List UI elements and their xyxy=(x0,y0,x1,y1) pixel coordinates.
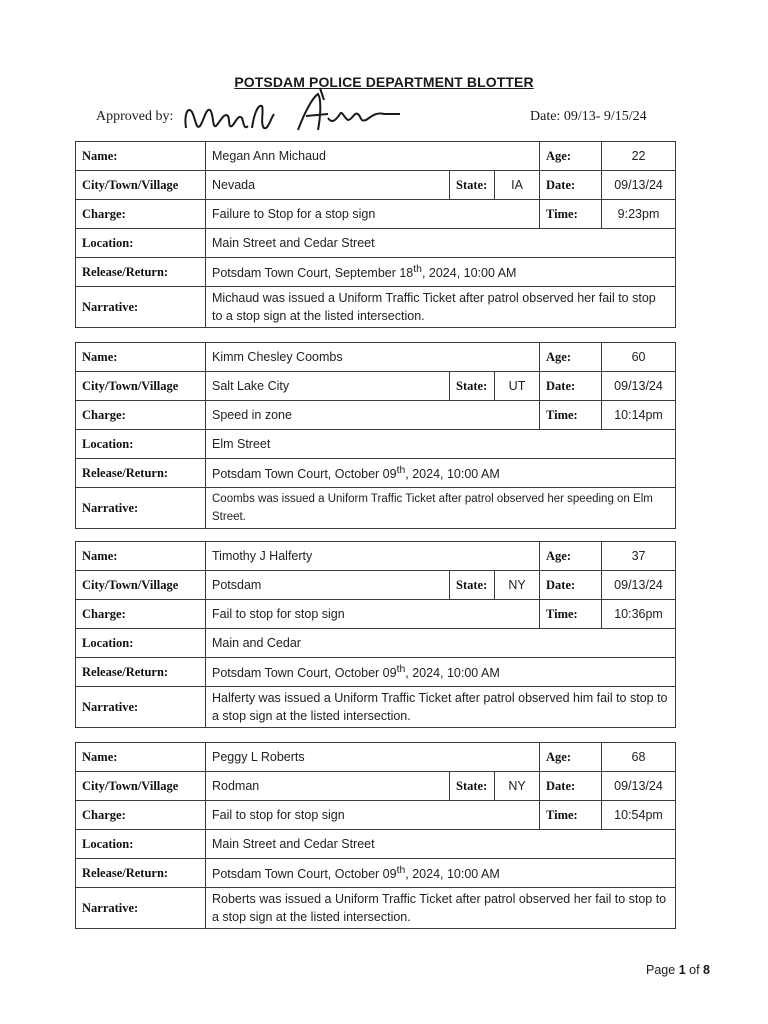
age-value: 68 xyxy=(602,743,676,772)
age-value: 60 xyxy=(602,343,676,372)
location-label: Location: xyxy=(76,229,206,258)
date-value: 09/13/24 xyxy=(602,772,676,801)
name-label: Name: xyxy=(76,542,206,571)
city-value: Salt Lake City xyxy=(206,372,450,401)
charge-value: Fail to stop for stop sign xyxy=(206,600,540,629)
time-value: 10:54pm xyxy=(602,801,676,830)
date-label: Date: xyxy=(540,772,602,801)
time-label: Time: xyxy=(540,401,602,430)
approved-by-label: Approved by: xyxy=(96,109,174,124)
city-label: City/Town/Village xyxy=(76,772,206,801)
state-label: State: xyxy=(450,772,495,801)
location-value: Main Street and Cedar Street xyxy=(206,830,676,859)
name-label: Name: xyxy=(76,743,206,772)
charge-label: Charge: xyxy=(76,801,206,830)
release-label: Release/Return: xyxy=(76,658,206,687)
release-value: Potsdam Town Court, September 18th, 2024, 10:00 AM xyxy=(206,258,676,287)
location-value: Main Street and Cedar Street xyxy=(206,229,676,258)
age-label: Age: xyxy=(540,142,602,171)
narrative-label: Narrative: xyxy=(76,687,206,728)
age-label: Age: xyxy=(540,542,602,571)
narrative-label: Narrative: xyxy=(76,488,206,529)
time-label: Time: xyxy=(540,600,602,629)
date-label: Date: xyxy=(540,171,602,200)
state-value: IA xyxy=(495,171,540,200)
name-value: Timothy J Halferty xyxy=(206,542,540,571)
state-value: UT xyxy=(495,372,540,401)
time-value: 10:36pm xyxy=(602,600,676,629)
blotter-record xyxy=(75,541,676,728)
narrative-value: Michaud was issued a Uniform Traffic Ticket after patrol observed her fail to stop to a stop sign at the listed intersection. xyxy=(206,287,676,328)
time-value: 9:23pm xyxy=(602,200,676,229)
date-label: Date: xyxy=(540,571,602,600)
state-label: State: xyxy=(450,372,495,401)
city-value: Potsdam xyxy=(206,571,450,600)
page-indicator: Page 1 of 8 xyxy=(646,963,710,977)
signature-image xyxy=(178,84,408,144)
blotter-record xyxy=(75,141,676,328)
blotter-record xyxy=(75,342,676,529)
name-value: Megan Ann Michaud xyxy=(206,142,540,171)
state-label: State: xyxy=(450,171,495,200)
city-label: City/Town/Village xyxy=(76,171,206,200)
charge-label: Charge: xyxy=(76,401,206,430)
time-label: Time: xyxy=(540,200,602,229)
location-label: Location: xyxy=(76,830,206,859)
name-label: Name: xyxy=(76,343,206,372)
state-value: NY xyxy=(495,571,540,600)
city-label: City/Town/Village xyxy=(76,372,206,401)
narrative-value: Roberts was issued a Uniform Traffic Ticket after patrol observed her fail to stop to a stop sign at the listed intersection. xyxy=(206,888,676,929)
release-label: Release/Return: xyxy=(76,258,206,287)
release-label: Release/Return: xyxy=(76,859,206,888)
release-value: Potsdam Town Court, October 09th, 2024, 10:00 AM xyxy=(206,658,676,687)
age-label: Age: xyxy=(540,343,602,372)
narrative-value: Halferty was issued a Uniform Traffic Ticket after patrol observed him fail to stop to a stop sign at the listed intersection. xyxy=(206,687,676,728)
charge-value: Failure to Stop for a stop sign xyxy=(206,200,540,229)
time-value: 10:14pm xyxy=(602,401,676,430)
date-label: Date: xyxy=(540,372,602,401)
location-label: Location: xyxy=(76,629,206,658)
time-label: Time: xyxy=(540,801,602,830)
age-value: 22 xyxy=(602,142,676,171)
blotter-record xyxy=(75,742,676,929)
age-label: Age: xyxy=(540,743,602,772)
state-value: NY xyxy=(495,772,540,801)
page-title: POTSDAM POLICE DEPARTMENT BLOTTER xyxy=(234,74,534,90)
date-value: 09/13/24 xyxy=(602,171,676,200)
release-value: Potsdam Town Court, October 09th, 2024, 10:00 AM xyxy=(206,459,676,488)
charge-label: Charge: xyxy=(76,600,206,629)
city-label: City/Town/Village xyxy=(76,571,206,600)
state-label: State: xyxy=(450,571,495,600)
location-value: Main and Cedar xyxy=(206,629,676,658)
location-value: Elm Street xyxy=(206,430,676,459)
release-value: Potsdam Town Court, October 09th, 2024, 10:00 AM xyxy=(206,859,676,888)
age-value: 37 xyxy=(602,542,676,571)
charge-label: Charge: xyxy=(76,200,206,229)
charge-value: Fail to stop for stop sign xyxy=(206,801,540,830)
blotter-date-range: Date: 09/13- 9/15/24 xyxy=(530,109,647,124)
city-value: Rodman xyxy=(206,772,450,801)
release-label: Release/Return: xyxy=(76,459,206,488)
name-label: Name: xyxy=(76,142,206,171)
date-value: 09/13/24 xyxy=(602,571,676,600)
date-value: 09/13/24 xyxy=(602,372,676,401)
narrative-label: Narrative: xyxy=(76,888,206,929)
name-value: Peggy L Roberts xyxy=(206,743,540,772)
city-value: Nevada xyxy=(206,171,450,200)
location-label: Location: xyxy=(76,430,206,459)
charge-value: Speed in zone xyxy=(206,401,540,430)
name-value: Kimm Chesley Coombs xyxy=(206,343,540,372)
narrative-label: Narrative: xyxy=(76,287,206,328)
narrative-value: Coombs was issued a Uniform Traffic Ticket after patrol observed her speeding on Elm Street. xyxy=(206,488,676,529)
